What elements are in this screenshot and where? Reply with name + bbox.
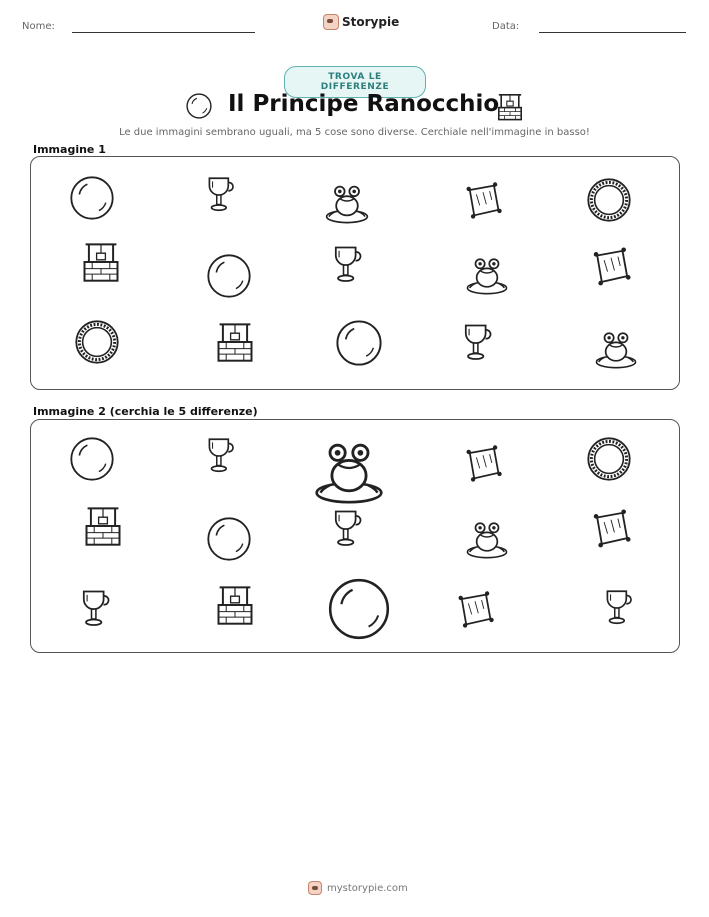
image2-goblet-icon[interactable] (201, 434, 243, 476)
image1-bubble-icon (206, 253, 252, 299)
image2-plate-icon[interactable] (586, 436, 632, 482)
image1-frog-icon (464, 250, 510, 296)
activity-type-badge: TROVA LE DIFFERENZE (284, 66, 426, 98)
image2-frog-icon[interactable] (464, 514, 510, 560)
image1-frog-icon (593, 324, 639, 370)
image2-label: Immagine 2 (cerchia le 5 differenze) (33, 405, 258, 418)
image2-frog-icon[interactable] (311, 430, 387, 506)
storypie-logo-icon (308, 881, 322, 895)
image2-goblet-icon[interactable] (75, 586, 119, 630)
image2-well-icon[interactable] (213, 583, 257, 627)
image2-pillow-icon[interactable] (453, 588, 497, 632)
image1-bubble-icon (69, 175, 115, 221)
brand-logo (323, 14, 399, 30)
image2-pillow-icon[interactable] (461, 442, 505, 486)
image1-goblet-icon (201, 173, 243, 215)
image2-well-icon[interactable] (81, 504, 125, 548)
image1-pillow-icon (461, 179, 505, 223)
page-title: Il Principe Ranocchio (228, 91, 500, 117)
footer-site: mystorypie.com (327, 882, 408, 894)
date-label: Data: (492, 21, 520, 32)
image1-pillow-icon (588, 244, 634, 290)
image2-bubble-icon[interactable] (206, 516, 252, 562)
name-line (72, 32, 255, 33)
image2-bubble-icon[interactable] (69, 436, 115, 482)
date-line (539, 32, 686, 33)
image1-bubble-icon (335, 319, 383, 367)
bubble-icon (185, 92, 213, 120)
footer (308, 881, 408, 895)
image2-goblet-icon[interactable] (327, 506, 371, 550)
image1-plate-icon (586, 177, 632, 223)
name-label: Nome: (22, 21, 55, 32)
image2-panel[interactable] (30, 419, 680, 653)
image2-bubble-icon[interactable] (327, 577, 391, 641)
well-icon (494, 90, 526, 122)
image1-well-icon (79, 240, 123, 284)
image1-plate-icon (74, 319, 120, 365)
image1-goblet-icon (457, 320, 501, 364)
storypie-logo-icon (323, 14, 339, 30)
image2-goblet-icon[interactable] (599, 586, 641, 628)
image1-panel (30, 156, 680, 390)
image2-pillow-icon[interactable] (588, 506, 634, 552)
image1-goblet-icon (327, 242, 371, 286)
image1-well-icon (213, 320, 257, 364)
image1-frog-icon (323, 177, 371, 225)
image1-label: Immagine 1 (33, 143, 106, 156)
brand-name: Storypie (342, 15, 400, 29)
instructions: Le due immagini sembrano uguali, ma 5 cose sono diverse. Cerchiale nell'immagine in basso! (119, 127, 590, 138)
